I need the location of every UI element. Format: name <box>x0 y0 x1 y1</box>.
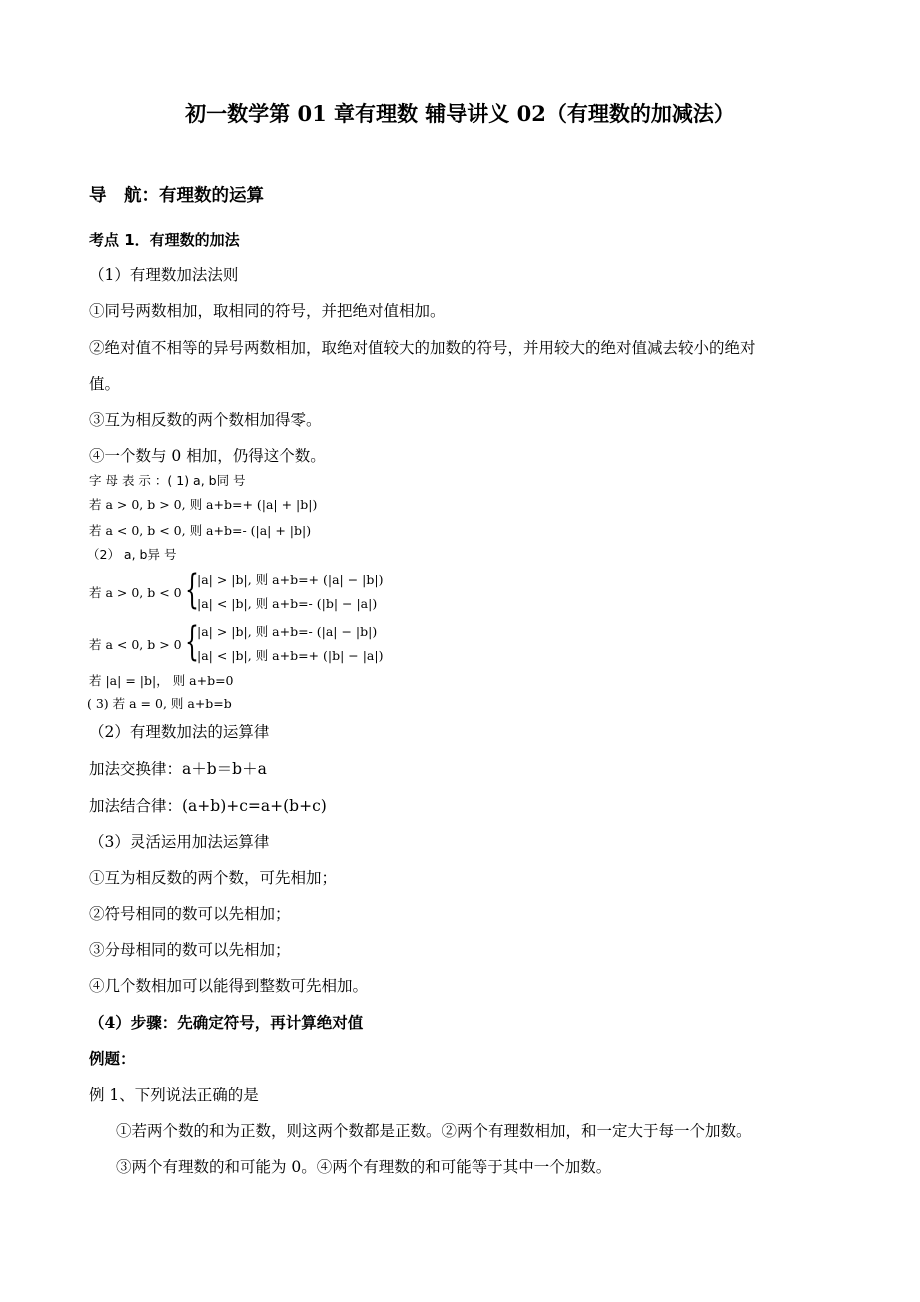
case-line: |a| > |b|, 则 a+b=+ (|a| − |b|) <box>197 572 384 587</box>
subheading-laws: （2）有理数加法的运算律 <box>89 723 270 741</box>
letters-intro: 字 母 表 示 ：( 1) a, b同 号 <box>89 473 246 488</box>
tip-3: ③分母相同的数可以先相加； <box>89 941 291 959</box>
same-sign-positive: 若 a > 0, b > 0, 则 a+b=+ (|a| + |b|) <box>89 497 318 512</box>
example-1-options: ①若两个数的和为正数，则这两个数都是正数。②两个有理数相加，和一定大于每一个加数。 <box>116 1122 752 1140</box>
tip-4: ④几个数相加可以能得到整数可先相加。 <box>89 977 369 995</box>
case-label: 若 a < 0, b > 0 <box>89 637 182 652</box>
rule-2: ②绝对值不相等的异号两数相加，取绝对值较大的加数的符号，并用较大的绝对值减去较小的绝对 <box>89 339 756 357</box>
rule-2-cont: 值。 <box>89 375 121 393</box>
diff-sign-intro: （2） a, b异 号 <box>87 547 177 562</box>
rule-4: ④一个数与 0 相加，仍得这个数。 <box>89 447 326 465</box>
subheading-flexible: （3）灵活运用加法运算律 <box>89 833 270 851</box>
section-heading: 考点 1．有理数的加法 <box>89 231 240 249</box>
nav-heading: 导 航：有理数的运算 <box>89 186 264 206</box>
brace-symbol: { <box>185 619 199 665</box>
tip-2: ②符号相同的数可以先相加； <box>89 905 291 923</box>
law-commutative: 加法交换律：a＋b＝b＋a <box>89 760 267 778</box>
law-associative: 加法结合律：(a+b)+c=a+(b+c) <box>89 797 327 815</box>
example-1-question: 例 1、下列说法正确的是 <box>89 1086 259 1104</box>
examples-label: 例题： <box>89 1049 136 1068</box>
rule-1: ①同号两数相加，取相同的符号，并把绝对值相加。 <box>89 302 446 320</box>
example-1-options: ③两个有理数的和可能为 0。④两个有理数的和可能等于其中一个加数。 <box>116 1158 612 1176</box>
case-line: |a| > |b|, 则 a+b=- (|a| − |b|) <box>197 624 378 639</box>
page-title: 初一数学第 01 章有理数 辅导讲义 02（有理数的加减法） <box>185 101 735 126</box>
zero-case: ( 3) 若 a = 0, 则 a+b=b <box>87 696 232 711</box>
same-sign-negative: 若 a < 0, b < 0, 则 a+b=- (|a| + |b|) <box>89 523 312 538</box>
case-line: |a| < |b|, 则 a+b=+ (|b| − |a|) <box>197 648 384 663</box>
case-a-pos-b-neg <box>89 568 409 618</box>
tip-1: ①互为相反数的两个数，可先相加； <box>89 869 338 887</box>
brace-symbol: { <box>185 567 199 613</box>
steps-heading: （4）步骤：先确定符号，再计算绝对值 <box>89 1013 364 1032</box>
case-a-neg-b-pos <box>89 620 409 670</box>
case-label: 若 a > 0, b < 0 <box>89 585 182 600</box>
subheading-rules: （1）有理数加法法则 <box>89 266 239 284</box>
rule-3: ③互为相反数的两个数相加得零。 <box>89 411 322 429</box>
case-line: |a| < |b|, 则 a+b=- (|b| − |a|) <box>197 596 378 611</box>
equal-abs-case: 若 |a| = |b|， 则 a+b=0 <box>89 673 234 688</box>
